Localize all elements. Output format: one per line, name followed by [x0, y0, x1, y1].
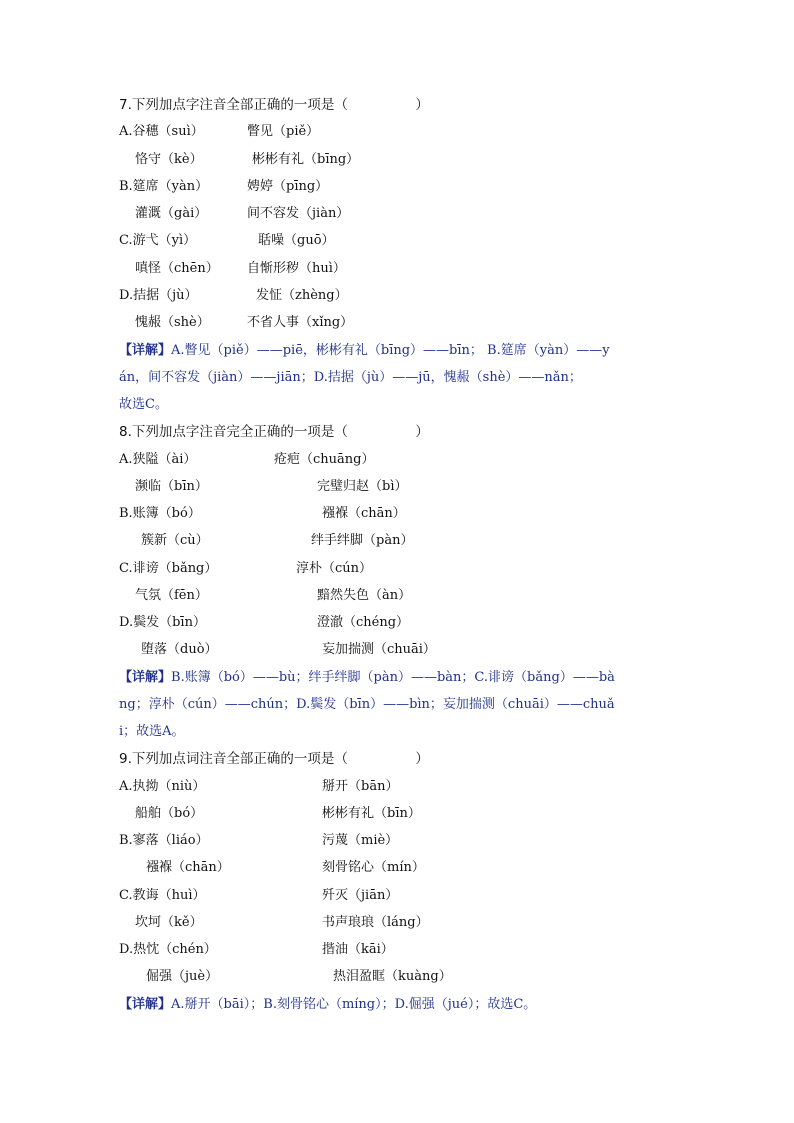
q8-option-d-word3: 堕落（duò） [141, 642, 218, 657]
q9-option-a-word2: 掰开（bān） [322, 779, 399, 794]
q9-option-b-word1: B.寥落（liáo） [119, 833, 209, 848]
q7-option-c-word2: 聒噪（guō） [258, 233, 335, 248]
q8-option-b-word2: 襁褓（chān） [322, 506, 406, 521]
answer-text: B.账簿（bó）——bù；绊手绊脚（pàn）——bàn；C.诽谤（bǎng）——bà [171, 670, 615, 685]
q7-option-a-word1: A.谷穗（suì） [119, 124, 204, 139]
q8-option-b-word3: 簇新（cù） [141, 533, 209, 548]
answer-text: A.瞥见（piě）——piē，彬彬有礼（bīng）——bīn； B.筵席（yàn）——y [171, 343, 610, 358]
question-8-stem: 8.下列加点字注音完全正确的一项是（ ） [119, 424, 429, 440]
answer-tag: 【详解】 [119, 343, 172, 358]
q9-option-b-word3: 襁褓（chān） [146, 860, 230, 875]
q8-option-b-word4: 绊手绊脚（pàn） [311, 533, 414, 548]
q7-option-a-word2: 瞥见（piě） [247, 124, 320, 139]
q7-option-a-word4: 彬彬有礼（bīng） [252, 152, 360, 167]
q9-option-a-word3: 船舶（bó） [135, 806, 204, 821]
q9-option-c-word1: C.教诲（huì） [119, 888, 206, 903]
q7-option-c-word1: C.游弋（yì） [119, 233, 197, 248]
q8-option-a-word1: A.狭隘（ài） [119, 452, 197, 467]
q8-option-c-word3: 气氛（fēn） [135, 588, 208, 603]
q7-option-c-word3: 嗔怪（chēn） [135, 261, 219, 276]
q7-option-d-word2: 发怔（zhèng） [256, 288, 348, 303]
q9-option-d-word1: D.热忱（chén） [119, 942, 217, 957]
q8-answer-line-1 [119, 669, 615, 687]
q8-option-a-word4: 完璧归赵（bì） [317, 479, 408, 494]
q7-option-d-word4: 不省人事（xǐng） [247, 315, 354, 330]
answer-text: A.掰开（bāi）；B.刻骨铭心（míng）；D.倔强（jué）；故选C。 [171, 997, 537, 1012]
q9-option-d-word3: 倔强（juè） [146, 969, 219, 984]
q8-option-a-word3: 濒临（bīn） [135, 479, 208, 494]
answer-tag: 【详解】 [119, 670, 172, 685]
q8-option-b-word1: B.账簿（bó） [119, 506, 201, 521]
q9-answer-line-1 [119, 996, 536, 1014]
q7-option-b-word3: 灌溉（gài） [135, 206, 208, 221]
q7-option-d-word3: 愧赧（shè） [135, 315, 210, 330]
q7-answer-line-1 [119, 342, 610, 360]
answer-tag: 【详解】 [119, 997, 172, 1012]
q8-option-c-word1: C.诽谤（bǎng） [119, 561, 218, 576]
q9-option-c-word4: 书声琅琅（láng） [322, 915, 429, 930]
q9-option-a-word1: A.执拗（niù） [119, 779, 206, 794]
q7-option-b-word1: B.筵席（yàn） [119, 179, 209, 194]
q9-option-c-word3: 坎坷（kě） [135, 915, 203, 930]
question-7-stem: 7.下列加点字注音全部正确的一项是（ ） [119, 97, 429, 113]
question-9-stem: 9.下列加点词注音全部正确的一项是（ ） [119, 751, 429, 767]
q9-option-b-word2: 污蔑（miè） [322, 833, 399, 848]
q8-option-d-word1: D.鬓发（bīn） [119, 615, 206, 630]
q8-option-d-word4: 妄加揣测（chuāi） [322, 642, 436, 657]
q7-option-b-word2: 娉婷（pīng） [247, 179, 329, 194]
q7-option-a-word3: 恪守（kè） [135, 152, 203, 167]
q7-answer-line-3: 故选C。 [119, 397, 168, 412]
q9-option-d-word2: 揩油（kāi） [322, 942, 394, 957]
q7-option-c-word4: 自惭形秽（huì） [247, 261, 346, 276]
q9-option-b-word4: 刻骨铭心（mín） [322, 860, 425, 875]
q8-answer-line-2: ng；淳朴（cún）——chún；D.鬓发（bīn）——bìn；妄加揣测（chuāi）——chuǎ [119, 697, 615, 712]
q8-option-c-word4: 黯然失色（àn） [317, 588, 412, 603]
q8-option-a-word2: 疮疤（chuāng） [274, 452, 375, 467]
q9-option-a-word4: 彬彬有礼（bīn） [322, 806, 421, 821]
q9-option-d-word4: 热泪盈眶（kuàng） [333, 969, 452, 984]
q8-option-c-word2: 淳朴（cún） [296, 561, 373, 576]
q8-option-d-word2: 澄澈（chéng） [317, 615, 410, 630]
q7-option-b-word4: 间不容发（jiàn） [247, 206, 350, 221]
q9-option-c-word2: 歼灭（jiān） [322, 888, 399, 903]
q8-answer-line-3: i；故选A。 [119, 724, 185, 739]
q7-option-d-word1: D.拮据（jù） [119, 288, 198, 303]
q7-answer-line-2: án，间不容发（jiàn）——jiān；D.拮据（jù）——jū，愧赧（shè）——nǎn； [119, 370, 582, 385]
